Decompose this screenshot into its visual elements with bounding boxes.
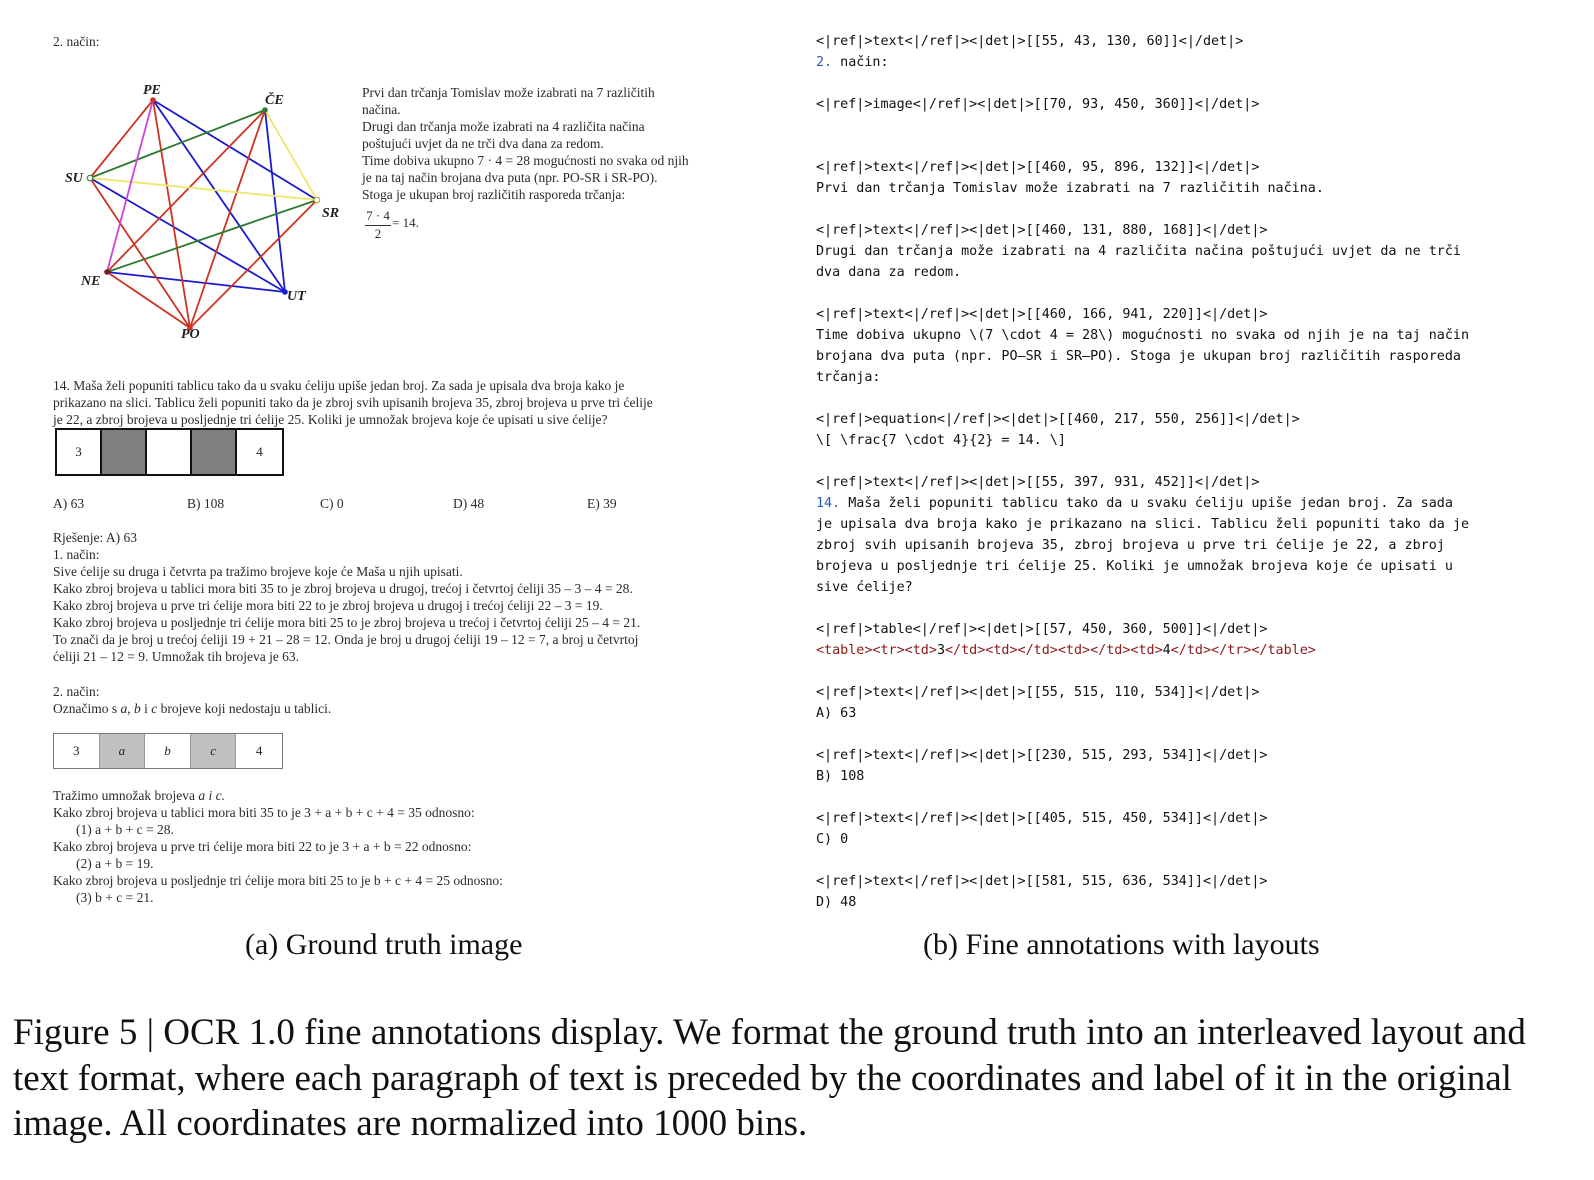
para-line-3: Drugi dan trčanja može izabrati na 4 različita načina: [362, 119, 645, 134]
var-b: b: [133, 701, 141, 716]
edge-pe-po: [153, 100, 190, 328]
nacin-2-heading: 2. način:: [53, 34, 100, 49]
ann-7-line-1: [816, 493, 1453, 514]
solution-line-8: ćeliji 21 – 12 = 9. Umnožak tih brojeva je 63.: [53, 649, 300, 664]
ann-10-letter: B): [816, 769, 833, 784]
ann-8-value-1: 3: [936, 643, 945, 658]
vertex-pe: [150, 97, 156, 103]
ann-9-letter: A): [816, 706, 833, 721]
solution-line-6: Kako zbroj brojeva u posljednje tri ćelije mora biti 25 to je zbroj brojeva u trećoj i četvrtoj ćeliji 25 – 4 = 21.: [53, 615, 641, 630]
ann-10-value: 108: [832, 769, 865, 784]
ann-7-number: 14.: [816, 496, 841, 511]
ann-7-line-1-body: Maša želi popuniti tablicu tako da u svaku ćeliju upiše jedan broj. Za sada: [840, 496, 1453, 511]
var-a: a: [120, 701, 128, 716]
ann-4-line-1: Drugi dan trčanja može izabrati na 4 različita načina poštujući uvjet da ne trči: [816, 244, 1461, 259]
ann-11-value: 0: [832, 832, 849, 847]
ann-9-value: 63: [832, 706, 857, 721]
ann-8-table-html: [816, 640, 1316, 661]
problem-line-2: prikazano na slici. Tablicu želi popuniti tako da je zbroj svih upisanih brojeva 35, zbroj brojeva u prve tri ćelije: [53, 395, 653, 410]
ann-5-line-1: Time dobiva ukupno \(7 \cdot 4 = 28\) mogućnosti no svaka od njih je na taj način: [816, 328, 1470, 343]
vertex-ne: [104, 269, 110, 275]
ann-3-text: Prvi dan trčanja Tomislav može izabrati na 7 različitih načina.: [816, 181, 1324, 196]
choice-a: A) 63: [53, 496, 85, 511]
table-cell-3: [147, 430, 192, 474]
tail-line-3: Kako zbroj brojeva u posljednje tri ćelije mora biti 25 to je b + c + 4 = 25 odnosno:: [53, 873, 503, 888]
fraction-numerator: 7 · 4: [366, 208, 390, 223]
ann-11-letter: C): [816, 832, 833, 847]
ann-5-tag: <|ref|>text<|/ref|><|det|>[[460, 166, 941, 220]]<|/det|>: [816, 307, 1268, 322]
figure-caption: Figure 5 | OCR 1.0 fine annotations display. We format the ground truth into an interleaved layout and text format, where each paragraph of text is preceded by the coordinates and label of it in the original image. All coordinates are normalized into 1000 bins.: [13, 1012, 1526, 1144]
fraction-result: = 14.: [392, 215, 419, 230]
ann-8-value-2: 4: [1162, 643, 1171, 658]
oznacimo-pre: Označimo s: [53, 701, 121, 716]
solution-line-1: Rješenje: A) 63: [53, 530, 137, 545]
solution-line-5: Kako zbroj brojeva u prve tri ćelije mora biti 22 to je zbroj brojeva u drugoj i trećoj ćeliji 22 – 3 = 19.: [53, 598, 603, 613]
ann-1-number: 2.: [816, 55, 833, 70]
nacin-2-second-heading: 2. način:: [53, 684, 100, 699]
edge-pe-sr: [153, 100, 317, 200]
problem-table: [55, 428, 284, 476]
ann-10-text: [816, 766, 864, 787]
var-table-cell-c: c: [191, 734, 237, 768]
ann-7-line-3: zbroj svih upisanih brojeva 35, zbroj brojeva u prve tri ćelije je 22, a zbroj: [816, 538, 1445, 553]
choice-c: C) 0: [320, 496, 344, 511]
table-cell-5: 4: [256, 444, 263, 459]
para-line-5: Time dobiva ukupno 7 · 4 = 28 mogućnosti no svaka od njih: [362, 153, 689, 168]
variables-table: [53, 733, 283, 769]
label-ut: UT: [287, 289, 306, 304]
choice-e: E) 39: [587, 496, 617, 511]
ann-4-tag: <|ref|>text<|/ref|><|det|>[[460, 131, 880, 168]]<|/det|>: [816, 223, 1268, 238]
ann-11-tag: <|ref|>text<|/ref|><|det|>[[405, 515, 450, 534]]<|/det|>: [816, 811, 1268, 826]
ann-8-html-3: </td></tr></table>: [1170, 643, 1316, 658]
tail-line-2: Kako zbroj brojeva u prve tri ćelije mora biti 22 to je 3 + a + b = 22 odnosno:: [53, 839, 472, 854]
label-sr: SR: [322, 206, 340, 221]
annotations-panel: [800, 0, 1594, 930]
edge-ne-sr: [107, 200, 317, 272]
ground-truth-panel: [0, 0, 800, 930]
oznacimo-sep2: i: [140, 701, 152, 716]
ann-1-tag: <|ref|>text<|/ref|><|det|>[[55, 43, 130, 60]]<|/det|>: [816, 34, 1244, 49]
table-cell-4-gray: [192, 430, 237, 474]
ann-9-tag: <|ref|>text<|/ref|><|det|>[[55, 515, 110, 534]]<|/det|>: [816, 685, 1260, 700]
para-line-1: Prvi dan trčanja Tomislav može izabrati na 7 različitih: [362, 85, 655, 100]
choice-b: B) 108: [187, 496, 225, 511]
tail-eq-3: (3) b + c = 21.: [76, 890, 154, 905]
var-table-cell-a: a: [100, 734, 146, 768]
tail-eq-2: (2) a + b = 19.: [76, 856, 154, 871]
label-ne: NE: [81, 274, 101, 289]
ann-5-line-2: brojana dva puta (npr. PO–SR i SR–PO). Stoga je ukupan broj različitih rasporeda: [816, 349, 1461, 364]
trazimo-vars: a i c.: [198, 788, 225, 803]
table-cell-1: 3: [57, 430, 102, 474]
ann-12-text: [816, 892, 856, 913]
ann-6-equation: \[ \frac{7 \cdot 4}{2} = 14. \]: [816, 433, 1066, 448]
edge-ce-ut: [265, 110, 285, 292]
label-ce: ČE: [265, 93, 284, 108]
problem-line-1: 14. Maša želi popuniti tablicu tako da u svaku ćeliju upiše jedan broj. Za sada je upisala dva broja kako je: [53, 378, 625, 393]
edge-ce-po: [190, 110, 265, 328]
star-graph-svg: [55, 75, 345, 350]
ann-7-line-4: brojeva u posljednje tri ćelije 25. Koliki je umnožak brojeva koje će upisati u: [816, 559, 1453, 574]
ann-12-tag: <|ref|>text<|/ref|><|det|>[[581, 515, 636, 534]]<|/det|>: [816, 874, 1268, 889]
var-table-cell-b: b: [145, 734, 191, 768]
ann-8-html-2: </td><td></td><td></td><td>: [945, 643, 1163, 658]
vertex-ce: [262, 107, 268, 113]
ann-10-tag: <|ref|>text<|/ref|><|det|>[[230, 515, 293, 534]]<|/det|>: [816, 748, 1268, 763]
var-c: c: [151, 701, 158, 716]
subcaption-a: (a) Ground truth image: [245, 928, 523, 961]
ann-2-tag: <|ref|>image<|/ref|><|det|>[[70, 93, 450, 360]]<|/det|>: [816, 97, 1260, 112]
solution-line-3: Sive ćelije su druga i četvrta pa tražimo brojeve koje će Maša u njih upisati.: [53, 564, 463, 579]
para-line-2: načina.: [362, 102, 401, 117]
ann-7-line-2: je upisala dva broja kako je prikazano na slici. Tablicu želi popuniti tako da je: [816, 517, 1470, 532]
var-table-cell-5: 4: [255, 743, 263, 758]
oznacimo-post: brojeve koji nedostaju u tablici.: [157, 701, 332, 716]
label-pe: PE: [143, 83, 161, 98]
label-po: PO: [181, 327, 200, 342]
ann-12-letter: D): [816, 895, 833, 910]
ann-5-line-3: trčanja:: [816, 370, 881, 385]
trazimo-line: [53, 787, 225, 804]
vertex-sr: [314, 197, 320, 203]
trazimo-pre: Tražimo umnožak brojeva: [53, 788, 199, 803]
label-su: SU: [65, 171, 83, 186]
vertex-su: [87, 175, 93, 181]
solution-line-4: Kako zbroj brojeva u tablici mora biti 35 to je zbroj brojeva u drugoj, trećoj i četvrtoj ćeliji 35 – 3 – 4 = 28.: [53, 581, 633, 596]
para-line-6: je na taj način brojana dva puta (npr. PO-SR i SR-PO).: [362, 170, 658, 185]
table-cell-2-gray: [102, 430, 147, 474]
solution-line-7: To znači da je broj u trećoj ćeliji 19 + 21 – 28 = 12. Onda je broj u drugoj ćeliji 19 – 12 = 7, a broj u četvrtoj: [53, 632, 639, 647]
ann-3-tag: <|ref|>text<|/ref|><|det|>[[460, 95, 896, 132]]<|/det|>: [816, 160, 1260, 175]
para-line-4: poštujući uvjet da ne trči dva dana za redom.: [362, 136, 604, 151]
edge-su-sr: [90, 178, 317, 200]
tail-eq-1: (1) a + b + c = 28.: [76, 822, 174, 837]
para-line-7: Stoga je ukupan broj različitih rasporeda trčanja:: [362, 187, 626, 202]
ann-7-line-5: sive ćelije?: [816, 580, 913, 595]
edge-pe-ne: [107, 100, 153, 272]
solution-line-2: 1. način:: [53, 547, 100, 562]
ann-1-text: [816, 52, 889, 73]
oznacimo-line: [53, 700, 331, 717]
edge-su-ce: [90, 110, 265, 178]
problem-line-3: je 22, a zbroj brojeva u posljednje tri ćelije 25. Koliki je umnožak brojeva koje će upisati u sive ćelije?: [53, 412, 608, 427]
var-table-cell-1: 3: [54, 734, 100, 768]
edge-sr-po: [190, 200, 317, 328]
ann-11-text: [816, 829, 848, 850]
fraction-denominator: 2: [374, 226, 382, 241]
edge-su-po: [90, 178, 190, 328]
ann-8-html-1: <table><tr><td>: [816, 643, 937, 658]
ann-7-tag: <|ref|>text<|/ref|><|det|>[[55, 397, 931, 452]]<|/det|>: [816, 475, 1260, 490]
ann-9-text: [816, 703, 856, 724]
choice-d: D) 48: [453, 496, 485, 511]
subcaption-b: (b) Fine annotations with layouts: [923, 928, 1320, 961]
ann-4-line-2: dva dana za redom.: [816, 265, 962, 280]
ann-8-tag: <|ref|>table<|/ref|><|det|>[[57, 450, 360, 500]]<|/det|>: [816, 622, 1268, 637]
ann-12-value: 48: [832, 895, 857, 910]
star-graph-figure: [55, 75, 345, 350]
ann-1-body: način:: [832, 55, 889, 70]
oznacimo-sep1: ,: [127, 701, 134, 716]
tail-line-1: Kako zbroj brojeva u tablici mora biti 35 to je 3 + a + b + c + 4 = 35 odnosno:: [53, 805, 475, 820]
edge-su-ut: [90, 178, 285, 292]
ann-6-tag: <|ref|>equation<|/ref|><|det|>[[460, 217, 550, 256]]<|/det|>: [816, 412, 1300, 427]
